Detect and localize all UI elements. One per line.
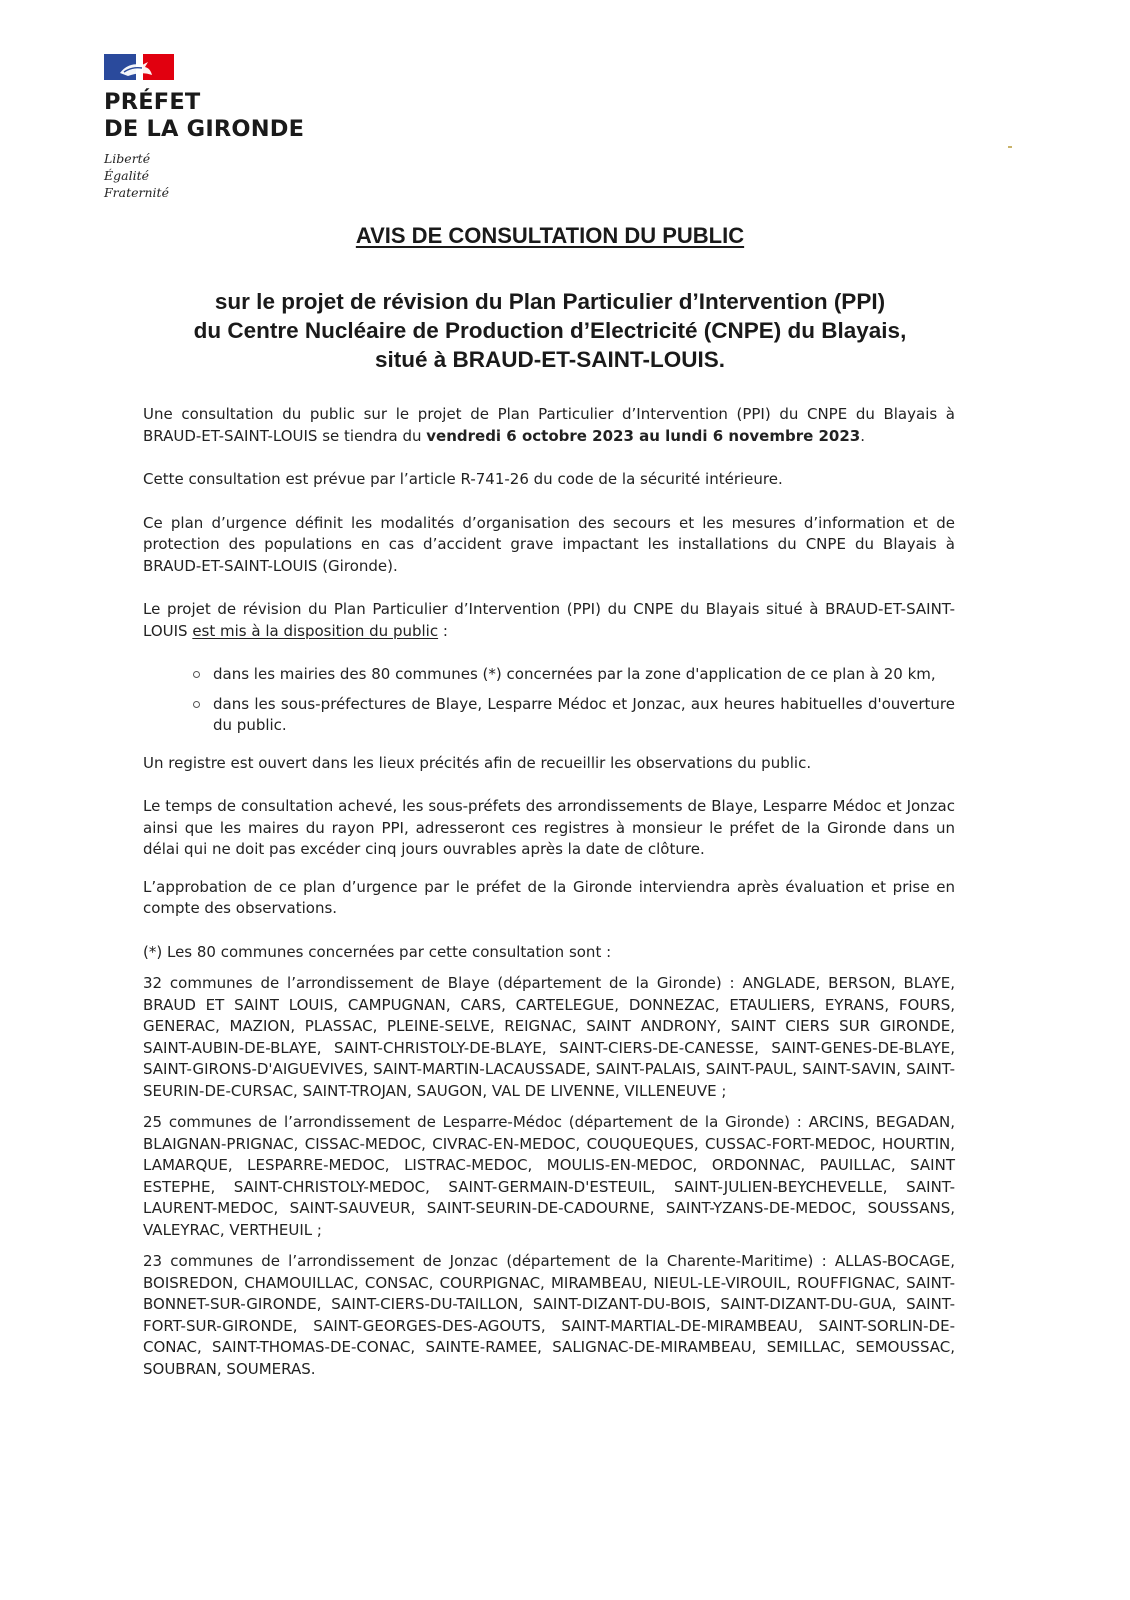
availability-list — [143, 664, 955, 737]
communes-jonzac: 23 communes de l’arrondissement de Jonzac (département de la Charente-Maritime) : ALLAS-BOCAGE, BOISREDON, CHAMOUILLAC, CONSAC, COURPIGNAC, MIRAMBEAU, NIEUL-LE-VIROUIL, ROUFFIGNAC, SAINT-BONNET-SUR-GIRONDE, SAINT-CIERS-DU-TAILLON, SAINT-DIZANT-DU-BOIS, SAINT-DIZANT-DU-GUA, SAINT-FORT-SUR-GIRONDE, SAINT-GEORGES-DES-AGOUTS, SAINT-MARTIAL-DE-MIRAMBEAU, SAINT-SORLIN-DE-CONAC, SAINT-THOMAS-DE-CONAC, SAINTE-RAMEE, SALIGNAC-DE-MIRAMBEAU, SEMILLAC, SEMOUSSAC, SOUBRAN, SOUMERAS. — [143, 1252, 955, 1378]
paragraph-availability: Le projet de révision du Plan Particulier d’Intervention (PPI) du CNPE du Blayais situé à BRAUD-ET-SAINT-LOUIS est mis à la disposition du public : — [143, 600, 955, 640]
availability-underlined: est mis à la disposition du public — [192, 621, 439, 640]
prefecture-logo — [104, 54, 404, 201]
subtitle-line-3: situé à BRAUD-ET-SAINT-LOUIS. — [374, 347, 726, 372]
paragraph-approval: L’approbation de ce plan d’urgence par le préfet de la Gironde interviendra après évaluation et prise en compte des observations. — [143, 877, 955, 917]
paragraph-register: Un registre est ouvert dans les lieux précités afin de recueillir les observations du public. — [143, 753, 812, 772]
document-subtitle — [0, 287, 1100, 374]
paragraph-communes-intro: (*) Les 80 communes concernées par cette consultation sont : — [143, 942, 612, 961]
paragraph-consultation-dates: Une consultation du public sur le projet de Plan Particulier d’Intervention (PPI) du CNPE du Blayais à BRAUD-ET-SAINT-LOUIS se tiendra du vendredi 6 octobre 2023 au lundi 6 novembre 2023. — [143, 405, 955, 445]
list-item: dans les mairies des 80 communes (*) concernées par la zone d'application de ce plan à 20 km, — [213, 664, 955, 686]
scan-speck — [1008, 146, 1012, 148]
paragraph-plan-definition: Ce plan d’urgence définit les modalités d’organisation des secours et les mesures d’information et de protection des populations en cas d’accident grave impactant les installations du CNPE du Blayais à BRAUD-ET-SAINT-LOUIS (Gironde). — [143, 513, 955, 575]
marianne-profile-icon — [118, 59, 154, 77]
consultation-dates: vendredi 6 octobre 2023 au lundi 6 novembre 2023 — [426, 426, 861, 445]
paragraph-legal-basis: Cette consultation est prévue par l’article R-741-26 du code de la sécurité intérieure. — [143, 470, 783, 488]
list-item: dans les sous-préfectures de Blaye, Lesparre Médoc et Jonzac, aux heures habituelles d'ouverture du public. — [213, 694, 955, 737]
institution-name — [104, 89, 404, 143]
communes-lesparre: 25 communes de l’arrondissement de Lesparre-Médoc (département de la Gironde) : ARCINS, BEGADAN, BLAIGNAN-PRIGNAC, CISSAC-MEDOC, CIVRAC-EN-MEDOC, COUQUEQUES, CUSSAC-FORT-MEDOC, HOURTIN, LAMARQUE, LESPARRE-MEDOC, LISTRAC-MEDOC, MOULIS-EN-MEDOC, ORDONNAC, PAUILLAC, SAINT ESTEPHE, SAINT-CHRISTOLY-MEDOC, SAINT-GERMAIN-D'ESTEUIL, SAINT-JULIEN-BEYCHEVELLE, SAINT-LAURENT-MEDOC, SAINT-SAUVEUR, SAINT-SEURIN-DE-CADOURNE, SAINT-YZANS-DE-MEDOC, SOUSSANS, VALEYRAC, VERTHEUIL ; — [143, 1113, 955, 1239]
marianne-flag-icon — [104, 54, 174, 80]
communes-blaye: 32 communes de l’arrondissement de Blaye (département de la Gironde) : ANGLADE, BERSON, BLAYE, BRAUD ET SAINT LOUIS, CAMPUGNAN, CARS, CARTELEGUE, DONNEZAC, ETAULIERS, EYRANS, FOURS, GENERAC, MAZION, PLASSAC, PLEINE-SELVE, REIGNAC, SAINT ANDRONY, SAINT CIERS SUR GIRONDE, SAINT-AUBIN-DE-BLAYE, SAINT-CHRISTOLY-DE-BLAYE, SAINT-CIERS-DE-CANESSE, SAINT-GENES-DE-BLAYE, SAINT-GIRONS-D'AIGUEVIVES, SAINT-MARTIN-LACAUSSADE, SAINT-PALAIS, SAINT-PAUL, SAINT-SAVIN, SAINT-SEURIN-DE-CURSAC, SAINT-TROJAN, SAUGON, VAL DE LIVENNE, VILLENEUVE ; — [143, 974, 955, 1100]
institution-line-2: DE LA GIRONDE — [104, 116, 305, 142]
paragraph-closing-procedure: Le temps de consultation achevé, les sous-préfets des arrondissements de Blaye, Lesparre Médoc et Jonzac ainsi que les maires du rayon PPI, adresseront ces registres à monsieur le préfet de la Gironde dans un délai qui ne doit pas excéder cinq jours ouvrables après la date de clôture. — [143, 797, 955, 858]
document-title: AVIS DE CONSULTATION DU PUBLIC — [355, 223, 745, 248]
document-body — [143, 404, 955, 1380]
motto-fraternite: Fraternité — [104, 185, 169, 200]
institution-line-1: PRÉFET — [104, 89, 201, 115]
motto-liberte: Liberté — [104, 151, 151, 166]
subtitle-line-1: sur le projet de révision du Plan Particulier d’Intervention (PPI) — [214, 289, 886, 314]
motto-egalite: Égalité — [104, 168, 149, 183]
subtitle-line-2: du Centre Nucléaire de Production d’Electricité (CNPE) du Blayais, — [193, 318, 907, 343]
republic-motto — [104, 150, 404, 201]
